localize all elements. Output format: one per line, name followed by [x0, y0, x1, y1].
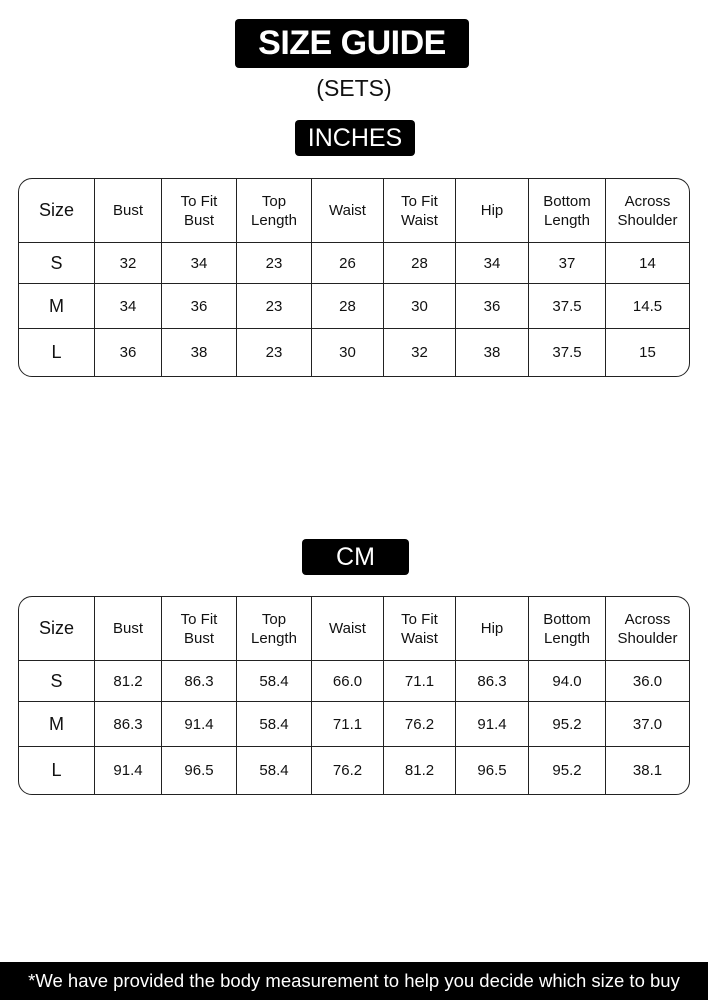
column-header-bottom-length: Bottom Length: [529, 597, 606, 660]
size-label: M: [19, 702, 95, 746]
table-cell: 30: [312, 329, 384, 376]
table-cell: 86.3: [456, 661, 529, 701]
size-label: S: [19, 661, 95, 701]
table-cell: 95.2: [529, 702, 606, 746]
table-cell: 28: [384, 243, 456, 283]
column-header-to-fit-bust: To Fit Bust: [162, 597, 237, 660]
table-cell: 96.5: [162, 747, 237, 794]
table-cell: 38.1: [632, 762, 663, 779]
table-cell: 23: [237, 284, 312, 328]
table-cell: 14: [639, 254, 656, 272]
table-cell: 91.4: [456, 702, 529, 746]
table-cell: 58.4: [237, 661, 312, 701]
table-cell: 91.4: [162, 702, 237, 746]
table-row: [19, 661, 689, 702]
table-row: [19, 702, 689, 747]
table-cell: 36: [95, 329, 162, 376]
column-header-across-shoulder: Across Shoulder: [617, 192, 678, 229]
table-cell: 23: [237, 243, 312, 283]
column-header-top-length: Top Length: [237, 179, 312, 242]
table-cell: 32: [384, 329, 456, 376]
column-header-size: Size: [19, 597, 95, 660]
table-cell: 81.2: [95, 661, 162, 701]
cm-section-label: CM: [302, 539, 409, 575]
table-cell: 76.2: [312, 747, 384, 794]
column-header-top-length: Top Length: [237, 597, 312, 660]
table-cell: 71.1: [312, 702, 384, 746]
size-label: M: [19, 284, 95, 328]
column-header-to-fit-waist: To Fit Waist: [384, 179, 456, 242]
table-cell: 91.4: [95, 747, 162, 794]
table-cell: 28: [312, 284, 384, 328]
column-header-waist: Waist: [312, 597, 384, 660]
table-row: [19, 284, 689, 329]
column-header-hip: Hip: [456, 597, 529, 660]
inches-size-table: [18, 178, 690, 377]
size-label: S: [19, 243, 95, 283]
table-cell: 36.0: [632, 672, 663, 690]
column-header-size: Size: [19, 179, 95, 242]
table-row: [19, 329, 689, 376]
table-cell: 81.2: [384, 747, 456, 794]
table-cell: 37.5: [529, 329, 606, 376]
table-cell: 38: [162, 329, 237, 376]
column-header-bust: Bust: [95, 179, 162, 242]
table-cell: 86.3: [95, 702, 162, 746]
inches-section-label: INCHES: [295, 120, 415, 156]
table-cell: 14.5: [632, 297, 663, 315]
page-title: SIZE GUIDE: [235, 19, 469, 68]
table-cell: 36: [456, 284, 529, 328]
table-cell: 38: [456, 329, 529, 376]
size-label: L: [19, 329, 95, 376]
table-cell: 26: [312, 243, 384, 283]
table-cell: 76.2: [384, 702, 456, 746]
table-cell: 95.2: [529, 747, 606, 794]
page-subtitle: (SETS): [316, 75, 392, 101]
table-header-row: [19, 597, 689, 661]
column-header-bust: Bust: [95, 597, 162, 660]
table-cell: 94.0: [529, 661, 606, 701]
table-header-row: [19, 179, 689, 243]
table-cell: 66.0: [312, 661, 384, 701]
table-cell: 96.5: [456, 747, 529, 794]
table-cell: 34: [95, 284, 162, 328]
size-label: L: [19, 747, 95, 794]
table-cell: 37: [529, 243, 606, 283]
column-header-waist: Waist: [312, 179, 384, 242]
table-row: [19, 747, 689, 794]
table-cell: 34: [162, 243, 237, 283]
table-cell: 34: [456, 243, 529, 283]
table-cell: 37.0: [632, 715, 663, 733]
table-cell: 71.1: [384, 661, 456, 701]
table-cell: 58.4: [237, 702, 312, 746]
column-header-bottom-length: Bottom Length: [529, 179, 606, 242]
cm-size-table: [18, 596, 690, 795]
table-cell: 58.4: [237, 747, 312, 794]
table-cell: 32: [95, 243, 162, 283]
table-cell: 37.5: [529, 284, 606, 328]
table-cell: 15: [639, 344, 656, 361]
column-header-to-fit-waist: To Fit Waist: [384, 597, 456, 660]
footer-disclaimer: *We have provided the body measurement to help you decide which size to buy: [0, 962, 708, 1000]
table-cell: 23: [237, 329, 312, 376]
column-header-to-fit-bust: To Fit Bust: [162, 179, 237, 242]
table-row: [19, 243, 689, 284]
column-header-across-shoulder: Across Shoulder: [617, 610, 678, 647]
column-header-hip: Hip: [456, 179, 529, 242]
table-cell: 86.3: [162, 661, 237, 701]
table-cell: 36: [162, 284, 237, 328]
table-cell: 30: [384, 284, 456, 328]
